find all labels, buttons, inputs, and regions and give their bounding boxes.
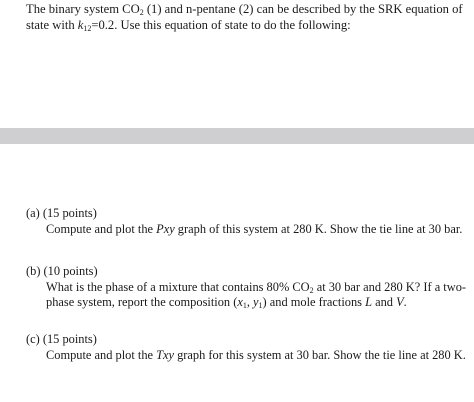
txy-term: Txy: [156, 347, 175, 362]
part-c-body: [46, 348, 466, 364]
k-subscript: 12: [83, 24, 92, 33]
separator: ,: [246, 295, 254, 309]
intro-text: (1) and n-pentane (2) can be described by the SRK equation of state with: [26, 2, 463, 32]
intro-text: =0.2. Use this equation of state to do the following:: [91, 18, 351, 32]
part-b-text: ) and mole fractions: [262, 295, 366, 309]
y-symbol: y: [253, 295, 259, 309]
co2-subscript: 2: [309, 285, 314, 295]
part-b-text: at 30 bar and 280 K? If a two-phase system, report the composition (: [46, 279, 467, 309]
part-a-text: graph of this system at 280 K. Show the tie line at 30 bar.: [174, 221, 463, 236]
part-c-text: Compute and plot the: [46, 347, 157, 362]
part-a-heading: (a) (15 points): [26, 206, 97, 220]
part-b-heading: (b) (10 points): [26, 264, 98, 278]
y-subscript: 1: [258, 301, 263, 310]
v-symbol: V: [396, 295, 404, 309]
problem-intro: [26, 1, 466, 33]
co2-subscript: 2: [139, 8, 144, 17]
k-symbol: k: [77, 18, 84, 32]
x-symbol: x: [237, 295, 243, 309]
x-subscript: 1: [242, 301, 247, 310]
divider-bar: [0, 128, 474, 144]
part-b-text: and: [372, 295, 397, 309]
part-b: [26, 264, 466, 311]
part-c-text: graph for this system at 30 bar. Show the tie line at 280 K.: [174, 347, 466, 362]
part-c-heading: (c) (15 points): [26, 332, 97, 346]
part-b-text: What is the phase of a mixture that contains 80% CO: [46, 279, 310, 294]
intro-text: The binary system CO: [26, 2, 140, 16]
part-a: [26, 206, 466, 237]
pxy-term: Pxy: [156, 221, 175, 236]
part-b-body: [46, 280, 466, 311]
part-a-text: Compute and plot the: [46, 221, 157, 236]
part-b-text: .: [403, 295, 407, 309]
part-a-body: [46, 222, 466, 238]
part-c: [26, 332, 466, 363]
l-symbol: L: [365, 295, 372, 309]
